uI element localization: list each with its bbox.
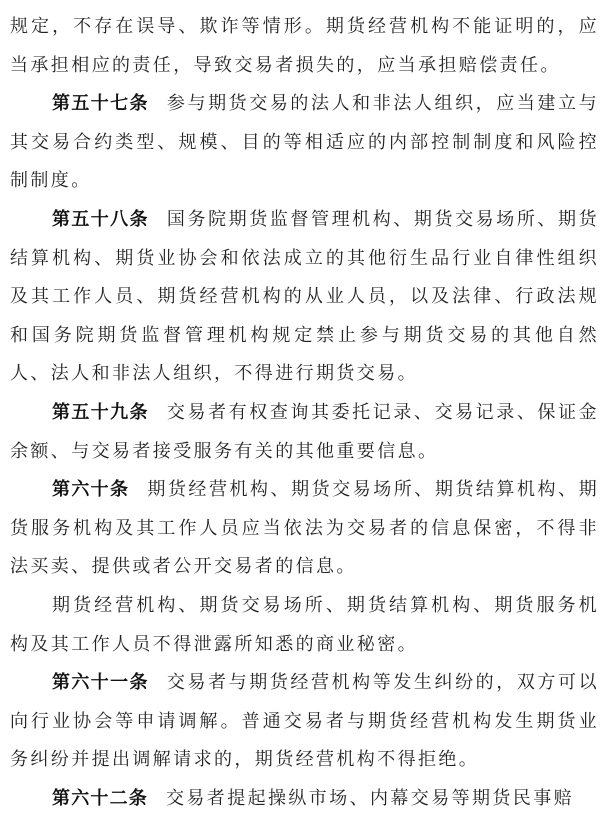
paragraph-continuation <box>10 8 599 85</box>
article-number: 第六十条 <box>52 479 130 501</box>
article-59 <box>10 394 599 471</box>
paragraph-text: 交易者与期货经营机构等发生纠纷的，双方可以向行业协会等申请调解。普通交易者与期货经营机构发生期货业务纠纷并提出调解请求的，期货经营机构不得拒绝。 <box>10 672 599 771</box>
paragraph-text: 规定，不存在误导、欺诈等情形。期货经营机构不能证明的，应当承担相应的责任，导致交易者损失的，应当承担赔偿责任。 <box>10 16 599 76</box>
paragraph-text: 交易者提起操纵市场、内幕交易等期货民事赔 <box>166 787 574 809</box>
article-number: 第六十二条 <box>52 787 148 809</box>
article-60-paragraph-2 <box>10 587 599 664</box>
article-number: 第六十一条 <box>52 672 149 694</box>
article-60 <box>10 471 599 587</box>
article-number: 第五十七条 <box>52 93 149 115</box>
article-58 <box>10 201 599 394</box>
paragraph-text: 国务院期货监督管理机构、期货交易场所、期货结算机构、期货业协会和依法成立的其他衍生品行业自律性组织及其工作人员、期货经营机构的从业人员，以及法律、行政法规和国务院期货监督管理机构规定禁止参与期货交易的其他自然人、法人和非法人组织，不得进行期货交易。 <box>10 208 599 385</box>
document-page <box>10 8 599 818</box>
paragraph-text: 交易者有权查询其委托记录、交易记录、保证金余额、与交易者接受服务有关的其他重要信息。 <box>10 401 599 462</box>
paragraph-text: 期货经营机构、期货交易场所、期货结算机构、期货服务机构及其工作人员应当依法为交易者的信息保密，不得非法买卖、提供或者公开交易者的信息。 <box>10 479 599 578</box>
article-61 <box>10 664 599 780</box>
paragraph-text: 期货经营机构、期货交易场所、期货结算机构、期货服务机构及其工作人员不得泄露所知悉的商业秘密。 <box>10 594 599 655</box>
paragraph-text: 参与期货交易的法人和非法人组织，应当建立与其交易合约类型、规模、目的等相适应的内部控制制度和风险控制制度。 <box>10 93 599 192</box>
article-number: 第五十九条 <box>52 401 149 423</box>
article-62 <box>10 780 599 819</box>
article-number: 第五十八条 <box>52 208 149 230</box>
article-57 <box>10 85 599 201</box>
